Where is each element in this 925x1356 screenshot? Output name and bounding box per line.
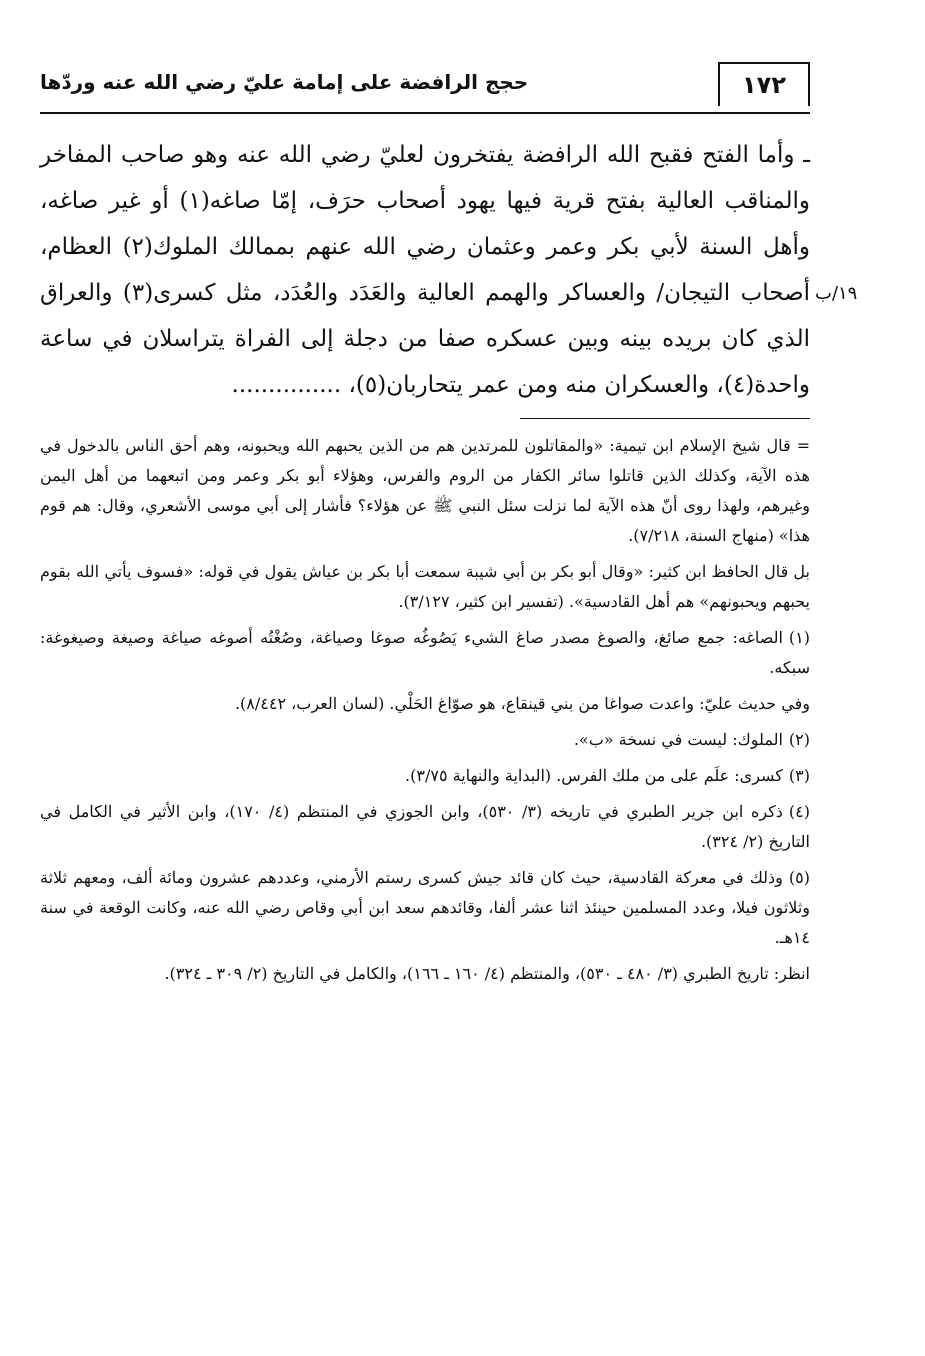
footnote-text: وفي حديث عليّ: واعدت صواغا من بني قينقاع، هو صوّاغ الحَلْي. (لسان العرب، ٨/٤٤٢). — [234, 694, 810, 713]
footnote-text: انظر: تاريخ الطبري (٣/ ٤٨٠ ـ ٥٣٠)، والمنتظم (٤/ ١٦٠ ـ ١٦٦)، والكامل في التاريخ (٢/ ٣٠٩ ـ ٣٢٤). — [164, 964, 810, 983]
footnote-5-continued — [40, 959, 810, 989]
footnote-5 — [40, 863, 810, 953]
footnote-text: وذلك في معركة القادسية، حيث كان قائد جيش كسرى رستم الأرمني، وعددهم عشرون ومائة ألف، ومعهم ثلاثة وثلاثون فيلا، وعدد المسلمين حينئذ اثنا عشر ألفا، وقائدهم سعد ابن أبي وقاص رضي الله عنه، وكانت الوقعة في سنة ١٤هـ. — [40, 868, 810, 947]
footnote-1-continued — [40, 689, 810, 719]
main-paragraph-text: ـ وأما الفتح فقبح الله الرافضة يفتخرون لعليّ رضي الله عنه وهو صاحب المفاخر والمناقب العالية بفتح قرية فيها يهود أصحاب حرَف، إمّا صاغه(١) أو غير صاغه، وأهل السنة لأبي بكر وعمر وعثمان رضي الله عنهم بممالك الملوك(٢) العظام، أصحاب التيجان/ والعساكر والهمم العالية والعَدَد والعُدَد، مثل كسرى(٣) والعراق الذي كان بريده بينه وبين عسكره صفا من دجلة إلى الفراة يتراسلان في ساعة واحدة(٤)، والعسكران منه ومن عمر يتحاربان(٥)، — [40, 142, 811, 398]
running-title: حجج الرافضة على إمامة عليّ رضي الله عنه وردّها — [40, 70, 529, 94]
footnote-separator — [520, 418, 810, 419]
footnote-number: (٣) — [788, 766, 810, 785]
footnote-3 — [40, 761, 810, 791]
footnote-number: (٢) — [788, 730, 810, 749]
ellipsis-dots: ............... — [231, 372, 342, 398]
page-header — [40, 60, 810, 114]
footnote-continuation: = قال شيخ الإسلام ابن تيمية: «والمقاتلون للمرتدين هم من الذين يحبهم الله ويحبونه، وهم أحق الناس بالدخول في هذه الآية، وكذلك الذين قاتلوا سائر الكفار من الروم والفرس، وهؤلاء أبو بكر وعمر ومن اتبعهما من أهل اليمن وغيرهم، ولهذا روى أنّ هذه الآية لما نزلت سئل النبي ﷺ عن هؤلاء؟ فأشار إلى أبي موسى الأشعري، وقال: هم قوم هذا» (منهاج السنة، ٧/٢١٨). — [40, 436, 811, 545]
footnote-number: (٥) — [788, 868, 810, 887]
page-number: ١٧٢ — [718, 62, 810, 106]
footnote-text: كسرى: علَم على من ملك الفرس. (البداية والنهاية ٣/٧٥). — [405, 766, 783, 785]
main-paragraph — [40, 132, 810, 408]
footnote-number: (٤) — [788, 802, 810, 821]
document-page — [40, 60, 810, 1320]
footnote-2 — [40, 725, 810, 755]
footnote-continuation: بل قال الحافظ ابن كثير: «وقال أبو بكر بن أبي شيبة سمعت أبا بكر بن عياش يقول في قوله: «فسوف يأتي الله بقوم يحبهم ويحبونهم» هم أهل القادسية». (تفسير ابن كثير، ٣/١٢٧). — [40, 562, 811, 611]
footnote-number: (١) — [788, 628, 810, 647]
margin-folio-note: ١٩/ب — [815, 283, 858, 304]
footnotes — [40, 431, 810, 989]
footnote-1 — [40, 623, 810, 683]
footnote-4 — [40, 797, 810, 857]
main-text — [40, 132, 810, 408]
footnote-text: ذكره ابن جرير الطبري في تاريخه (٣/ ٥٣٠)، وابن الجوزي في المنتظم (٤/ ١٧٠)، وابن الأثير في الكامل في التاريخ (٢/ ٣٢٤). — [40, 802, 810, 851]
footnote-text: الملوك: ليست في نسخة «ب». — [573, 730, 783, 749]
footnote-text: الصاغه: جمع صائغ، والصوغ مصدر صاغ الشيء يَصُوغُه صوغا وصياغة، وصُغْتُه أصوغه صياغة وصيغة وصيغوغة: سبكه. — [40, 628, 810, 677]
